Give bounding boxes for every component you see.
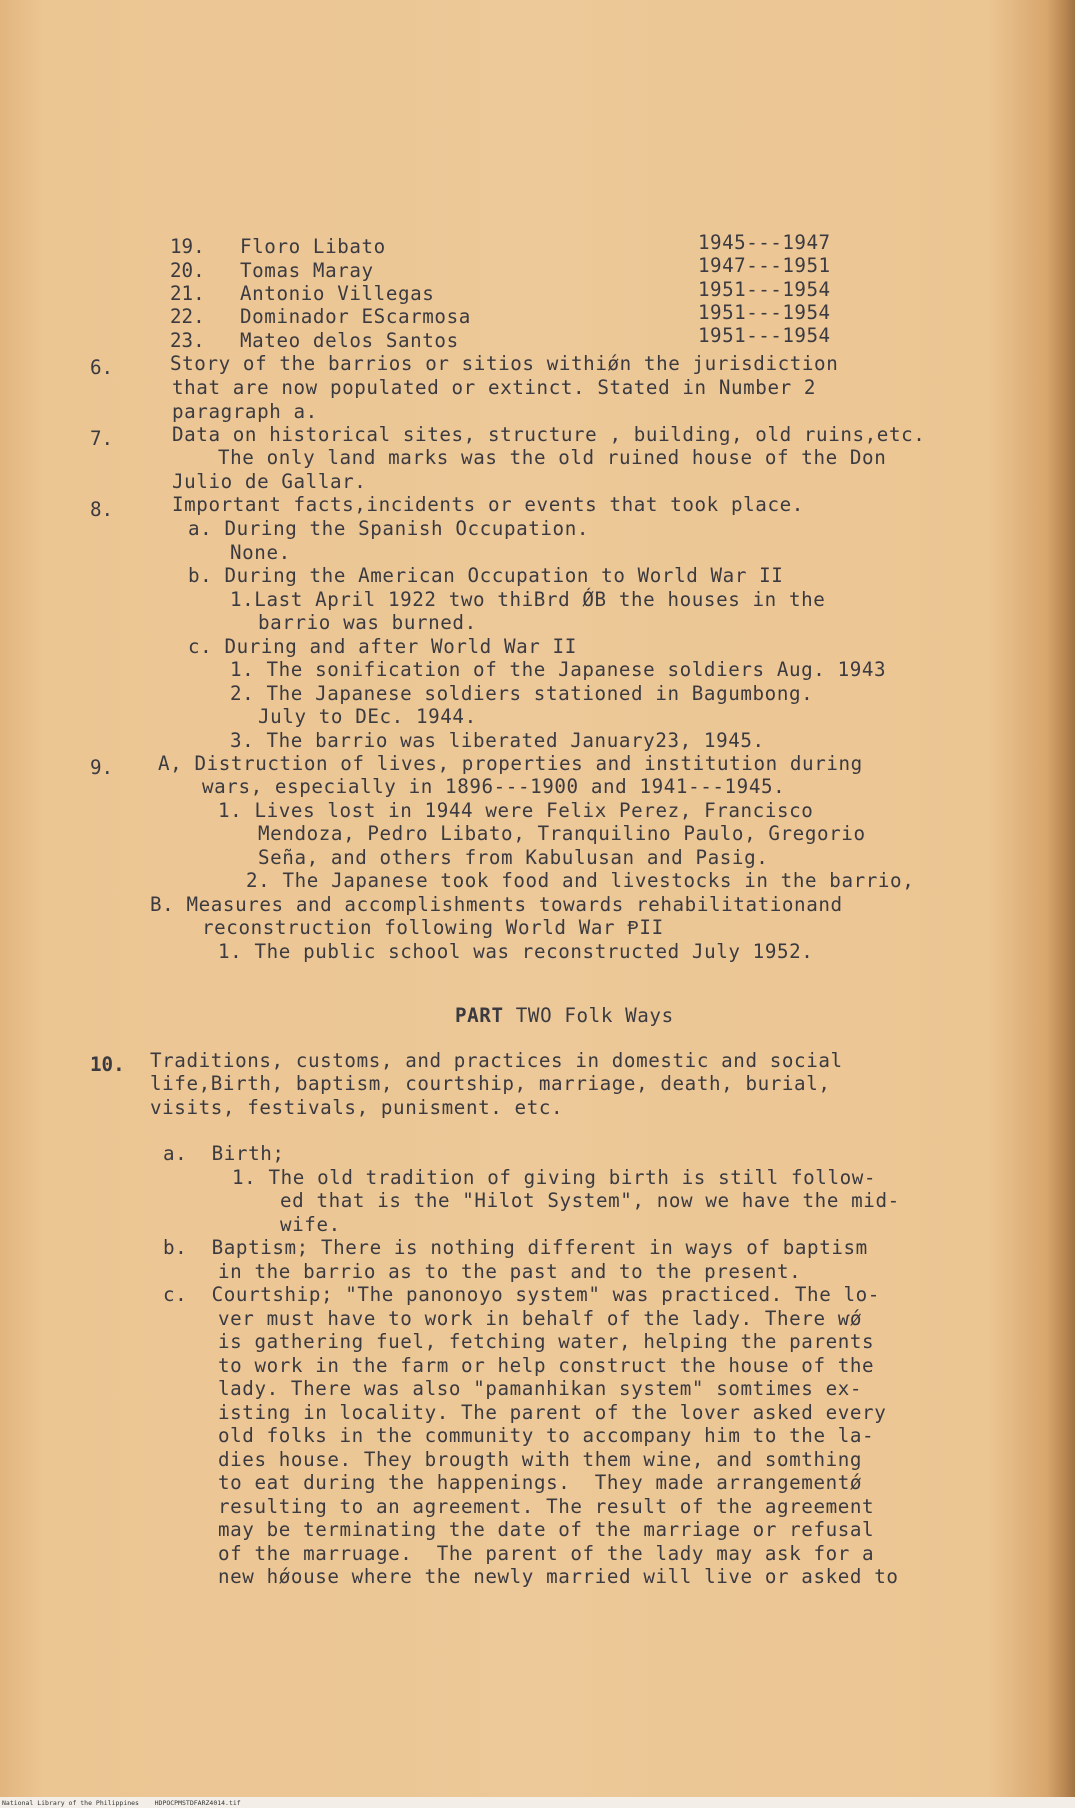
section-line: B. Measures and accomplishments towards rehabilitationand bbox=[150, 893, 843, 916]
official-term: 1951---1954 bbox=[698, 278, 831, 301]
section-line: life,Birth, baptism, courtship, marriage, death, burial, bbox=[150, 1072, 831, 1095]
section-line: c. Courtship; "The panonoyo system" was practiced. The lo- bbox=[163, 1283, 880, 1306]
official-name: Antonio Villegas bbox=[240, 282, 435, 305]
section-number: 9. bbox=[90, 756, 114, 779]
official-term: 1947---1951 bbox=[698, 254, 831, 277]
section-line: 2. The Japanese soldiers stationed in Bagumbong. bbox=[230, 682, 814, 705]
official-name: Mateo delos Santos bbox=[240, 329, 459, 352]
section-line: b. During the American Occupation to World War II bbox=[188, 564, 784, 587]
section-line: paragraph a. bbox=[172, 400, 318, 423]
official-number: 21. bbox=[170, 282, 205, 305]
section-line: ver must have to work in behalf of the lady. There ⱳǿ bbox=[218, 1307, 863, 1330]
page-edge-shadow bbox=[1047, 0, 1075, 1808]
section-number: 7. bbox=[90, 427, 114, 450]
section-number: 6. bbox=[90, 356, 114, 379]
section-line: 3. The barrio was liberated January23, 1945. bbox=[230, 729, 765, 752]
section-line: to eat during the happenings. They made arrangementǿ bbox=[218, 1471, 863, 1494]
section-line: is gathering fuel, fetching water, helping the parents bbox=[218, 1330, 875, 1353]
official-name: Tomas Maray bbox=[240, 259, 374, 282]
section-line: 2. The Japanese took food and livestocks in the barrio, bbox=[246, 869, 915, 892]
section-line: wars, especially in 1896---1900 and 1941---1945. bbox=[202, 775, 786, 798]
official-number: 22. bbox=[170, 305, 205, 328]
section-line: 1. The sonification of the Japanese soldiers Aug. 1943 bbox=[230, 658, 887, 681]
section-line: old folks in the community to accompany him to the la- bbox=[218, 1424, 875, 1447]
section-line: The only land marks was the old ruined house of the Don bbox=[218, 446, 887, 469]
official-term: 1951---1954 bbox=[698, 301, 831, 324]
section-line: wife. bbox=[280, 1213, 341, 1236]
subsection-heading: a. Birth; bbox=[163, 1142, 285, 1165]
section-line: Traditions, customs, and practices in domestic and social bbox=[150, 1049, 843, 1072]
section-line: ed that is the "Hilot System", now we have the mid- bbox=[280, 1189, 900, 1212]
section-line: dies house. They brougth with them wine, and somthing bbox=[218, 1448, 863, 1471]
section-line: Data on historical sites, structure , building, old ruins,etc. bbox=[172, 423, 926, 446]
scan-footer-text: National Library of the Philippines HDPOCPMSTDFARZ4014.tif bbox=[2, 1799, 241, 1807]
section-line: a. During the Spanish Occupation. bbox=[188, 517, 590, 540]
official-number: 20. bbox=[170, 259, 205, 282]
section-line: 1. The public school was reconstructed July 1952. bbox=[218, 940, 814, 963]
section-line: Mendoza, Pedro Libato, Tranquilino Paulo, Gregorio bbox=[258, 822, 866, 845]
section-line: resulting to an agreement. The result of the agreement bbox=[218, 1495, 875, 1518]
official-name: Dominador EScarmosa bbox=[240, 305, 471, 328]
section-line: isting in locality. The parent of the lover asked every bbox=[218, 1401, 887, 1424]
section-line: 1. Lives lost in 1944 were Felix Perez, Francisco bbox=[218, 799, 814, 822]
section-number: 10. bbox=[90, 1053, 125, 1076]
section-line: None. bbox=[230, 541, 291, 564]
official-term: 1945---1947 bbox=[698, 231, 831, 254]
part-two-heading bbox=[455, 1005, 674, 1027]
section-line: barrio was burned. bbox=[258, 611, 477, 634]
section-line: Julio de Gallar. bbox=[172, 470, 367, 493]
official-number: 23. bbox=[170, 329, 205, 352]
section-line: lady. There was also "pamanhikan system" somtimes ex- bbox=[218, 1377, 863, 1400]
section-line: to work in the farm or help construct the house of the bbox=[218, 1354, 875, 1377]
section-line: Important facts,incidents or events that took place. bbox=[172, 493, 804, 516]
section-line: new hǿouse where the newly married will live or asked to bbox=[218, 1565, 899, 1588]
official-term: 1951---1954 bbox=[698, 324, 831, 347]
section-line: Story of the barrios or sitios withiǿn the jurisdiction bbox=[170, 352, 839, 375]
section-number: 8. bbox=[90, 498, 114, 521]
section-line: visits, festivals, punisment. etc. bbox=[150, 1096, 564, 1119]
section-line: may be terminating the date of the marriage or refusal bbox=[218, 1518, 875, 1541]
official-name: Floro Libato bbox=[240, 235, 386, 258]
section-line: 1.Last April 1922 two thiBrd ǾB the houses in the bbox=[230, 588, 826, 611]
section-line: in the barrio as to the past and to the present. bbox=[218, 1260, 802, 1283]
official-number: 19. bbox=[170, 235, 205, 258]
section-line: of the marruage. The parent of the lady may ask for a bbox=[218, 1542, 875, 1565]
section-line: b. Baptism; There is nothing different in ways of baptism bbox=[163, 1236, 868, 1259]
part-two-title: TWO Folk Ways bbox=[503, 1004, 674, 1027]
section-line: 1. The old tradition of giving birth is still follow- bbox=[232, 1166, 877, 1189]
part-two-prefix: PART bbox=[455, 1004, 504, 1027]
section-line: July to DEc. 1944. bbox=[258, 705, 477, 728]
section-line: that are now populated or extinct. Stated in Number 2 bbox=[172, 376, 817, 399]
section-line: c. During and after World War II bbox=[188, 635, 577, 658]
section-line: A, Distruction of lives, properties and institution during bbox=[158, 752, 863, 775]
section-line: reconstruction following World War ⱣII bbox=[202, 916, 664, 939]
section-line: Seña, and others from Kabulusan and Pasig. bbox=[258, 846, 769, 869]
